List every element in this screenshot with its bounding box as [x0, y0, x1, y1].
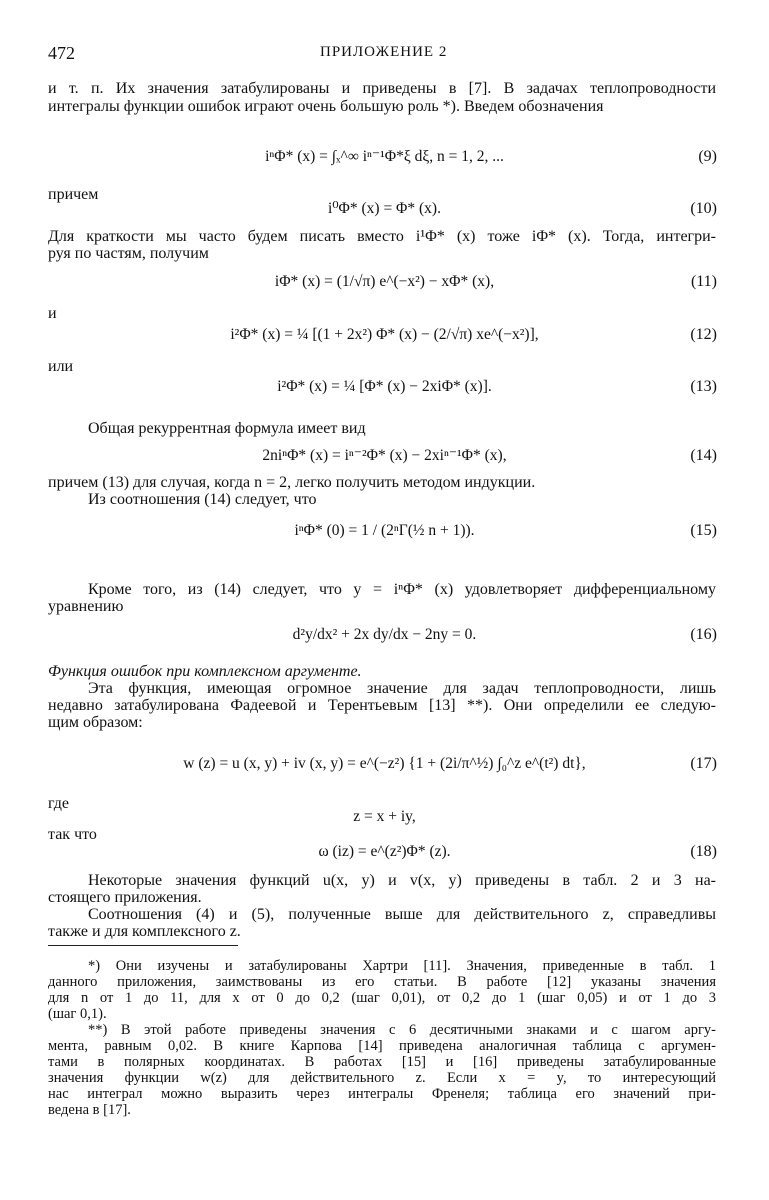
- equation-number: (14): [690, 447, 717, 464]
- equation-number: (11): [690, 273, 717, 290]
- text-line: Соотношения (4) и (5), полученные выше для действительного z, справедливы: [88, 906, 716, 923]
- equation-12: i²Φ* (x) = ¼ [(1 + 2x²) Φ* (x) − (2/√π) xe^(−x²)],: [230, 326, 539, 343]
- text-line: также и для комплексного z.: [48, 923, 241, 940]
- equation-number: (9): [698, 148, 717, 165]
- equation-number: (13): [690, 378, 717, 395]
- footnote-line: тами в полярных координатах. В работах [15] и [16] приведены затабулированные: [48, 1054, 716, 1070]
- footnote-line: мента, равным 0,02. В книге Карпова [14] приведена аналогичная таблица с аргумен-: [48, 1038, 716, 1054]
- text-line: щим образом:: [48, 714, 143, 731]
- footnote-line: ведена в [17].: [48, 1102, 131, 1118]
- footnote-line: **) В этой работе приведены значения с 6 десятичными знаками и с шагом аргу-: [88, 1022, 716, 1038]
- equation-number: (12): [690, 326, 717, 343]
- footnote-line: *) Они изучены и затабулированы Хартри [11]. Значения, приведенные в табл. 1: [88, 958, 716, 974]
- text-line: Кроме того, из (14) следует, что y = iⁿΦ* (x) удовлетворяет дифференциальному: [88, 581, 716, 598]
- equation-15: iⁿΦ* (0) = 1 / (2ⁿΓ(½ n + 1)).: [294, 522, 475, 539]
- equation-13: i²Φ* (x) = ¼ [Φ* (x) − 2xiΦ* (x)].: [277, 378, 492, 395]
- equation-10: i⁰Φ* (x) = Φ* (x).: [328, 200, 441, 217]
- equation-11: iΦ* (x) = (1/√π) e^(−x²) − xΦ* (x),: [274, 273, 495, 290]
- footnote-line: для n от 1 до 11, для x от 0 до 0,2 (шаг 0,01), от 0,2 до 1 (шаг 0,05) и от 1 до 3: [48, 990, 716, 1006]
- text-line: Некоторые значения функций u(x, y) и v(x, y) приведены в табл. 2 и 3 на-: [88, 872, 716, 889]
- footnote-line: (шаг 0,1).: [48, 1006, 107, 1022]
- equation-14: 2niⁿΦ* (x) = iⁿ⁻²Φ* (x) − 2xiⁿ⁻¹Φ* (x),: [262, 447, 507, 464]
- text-line: причем (13) для случая, когда n = 2, легко получить методом индукции.: [48, 474, 536, 491]
- text-line: Из соотношения (14) следует, что: [88, 491, 317, 508]
- equation-number: (10): [690, 200, 717, 217]
- page-number: 472: [48, 43, 75, 63]
- section-heading: Функция ошибок при комплексном аргументе.: [48, 663, 362, 680]
- text-line: причем: [48, 186, 99, 203]
- text-line: так что: [48, 826, 97, 843]
- footnote-line: данного приложения, заимствованы из его статьи. В работе [12] указаны значения: [48, 974, 716, 990]
- text-line: стоящего приложения.: [48, 889, 202, 906]
- text-line: Общая рекуррентная формула имеет вид: [88, 420, 366, 437]
- footnote-line: нас интеграл можно выразить через интегралы Френеля; таблица его значений при-: [48, 1086, 716, 1102]
- text-line: или: [48, 358, 74, 375]
- equation-16: d²y/dx² + 2x dy/dx − 2ny = 0.: [292, 626, 477, 643]
- text-line: интегралы функции ошибок играют очень большую роль *). Введем обозначения: [48, 98, 604, 115]
- equation-number: (15): [690, 522, 717, 539]
- footnote-line: значения функции w(z) для действительного z. Если x = y, то интересующий: [48, 1070, 716, 1086]
- footnote-rule: [48, 945, 238, 946]
- equation-number: (17): [690, 755, 717, 772]
- equation-9: iⁿΦ* (x) = ∫ₓ^∞ iⁿ⁻¹Φ*ξ dξ, n = 1, 2, ...: [265, 148, 504, 165]
- text-line: Эта функция, имеющая огромное значение для задач теплопроводности, лишь: [88, 680, 716, 697]
- equation-number: (18): [690, 843, 717, 860]
- running-title: ПРИЛОЖЕНИЕ 2: [320, 44, 448, 60]
- text-line: Для краткости мы часто будем писать вместо i¹Φ* (x) тоже iΦ* (x). Тогда, интегри-: [48, 228, 716, 245]
- equation-number: (16): [690, 626, 717, 643]
- text-line: и: [48, 305, 57, 322]
- equation-17: w (z) = u (x, y) + iv (x, y) = e^(−z²) {1 + (2i/π^½) ∫₀^z e^(t²) dt},: [183, 755, 586, 772]
- text-line: где: [48, 795, 70, 812]
- text-line: руя по частям, получим: [48, 245, 209, 262]
- text-line: и т. п. Их значения затабулированы и приведены в [7]. В задачах теплопроводности: [48, 80, 716, 97]
- text-line: уравнению: [48, 598, 124, 615]
- text-line: недавно затабулирована Фадеевой и Терентьевым [13] **). Они определили ее следую-: [48, 697, 716, 714]
- equation-18: ω (iz) = e^(z²)Φ* (z).: [318, 843, 451, 860]
- equation-z: z = x + iy,: [353, 808, 416, 825]
